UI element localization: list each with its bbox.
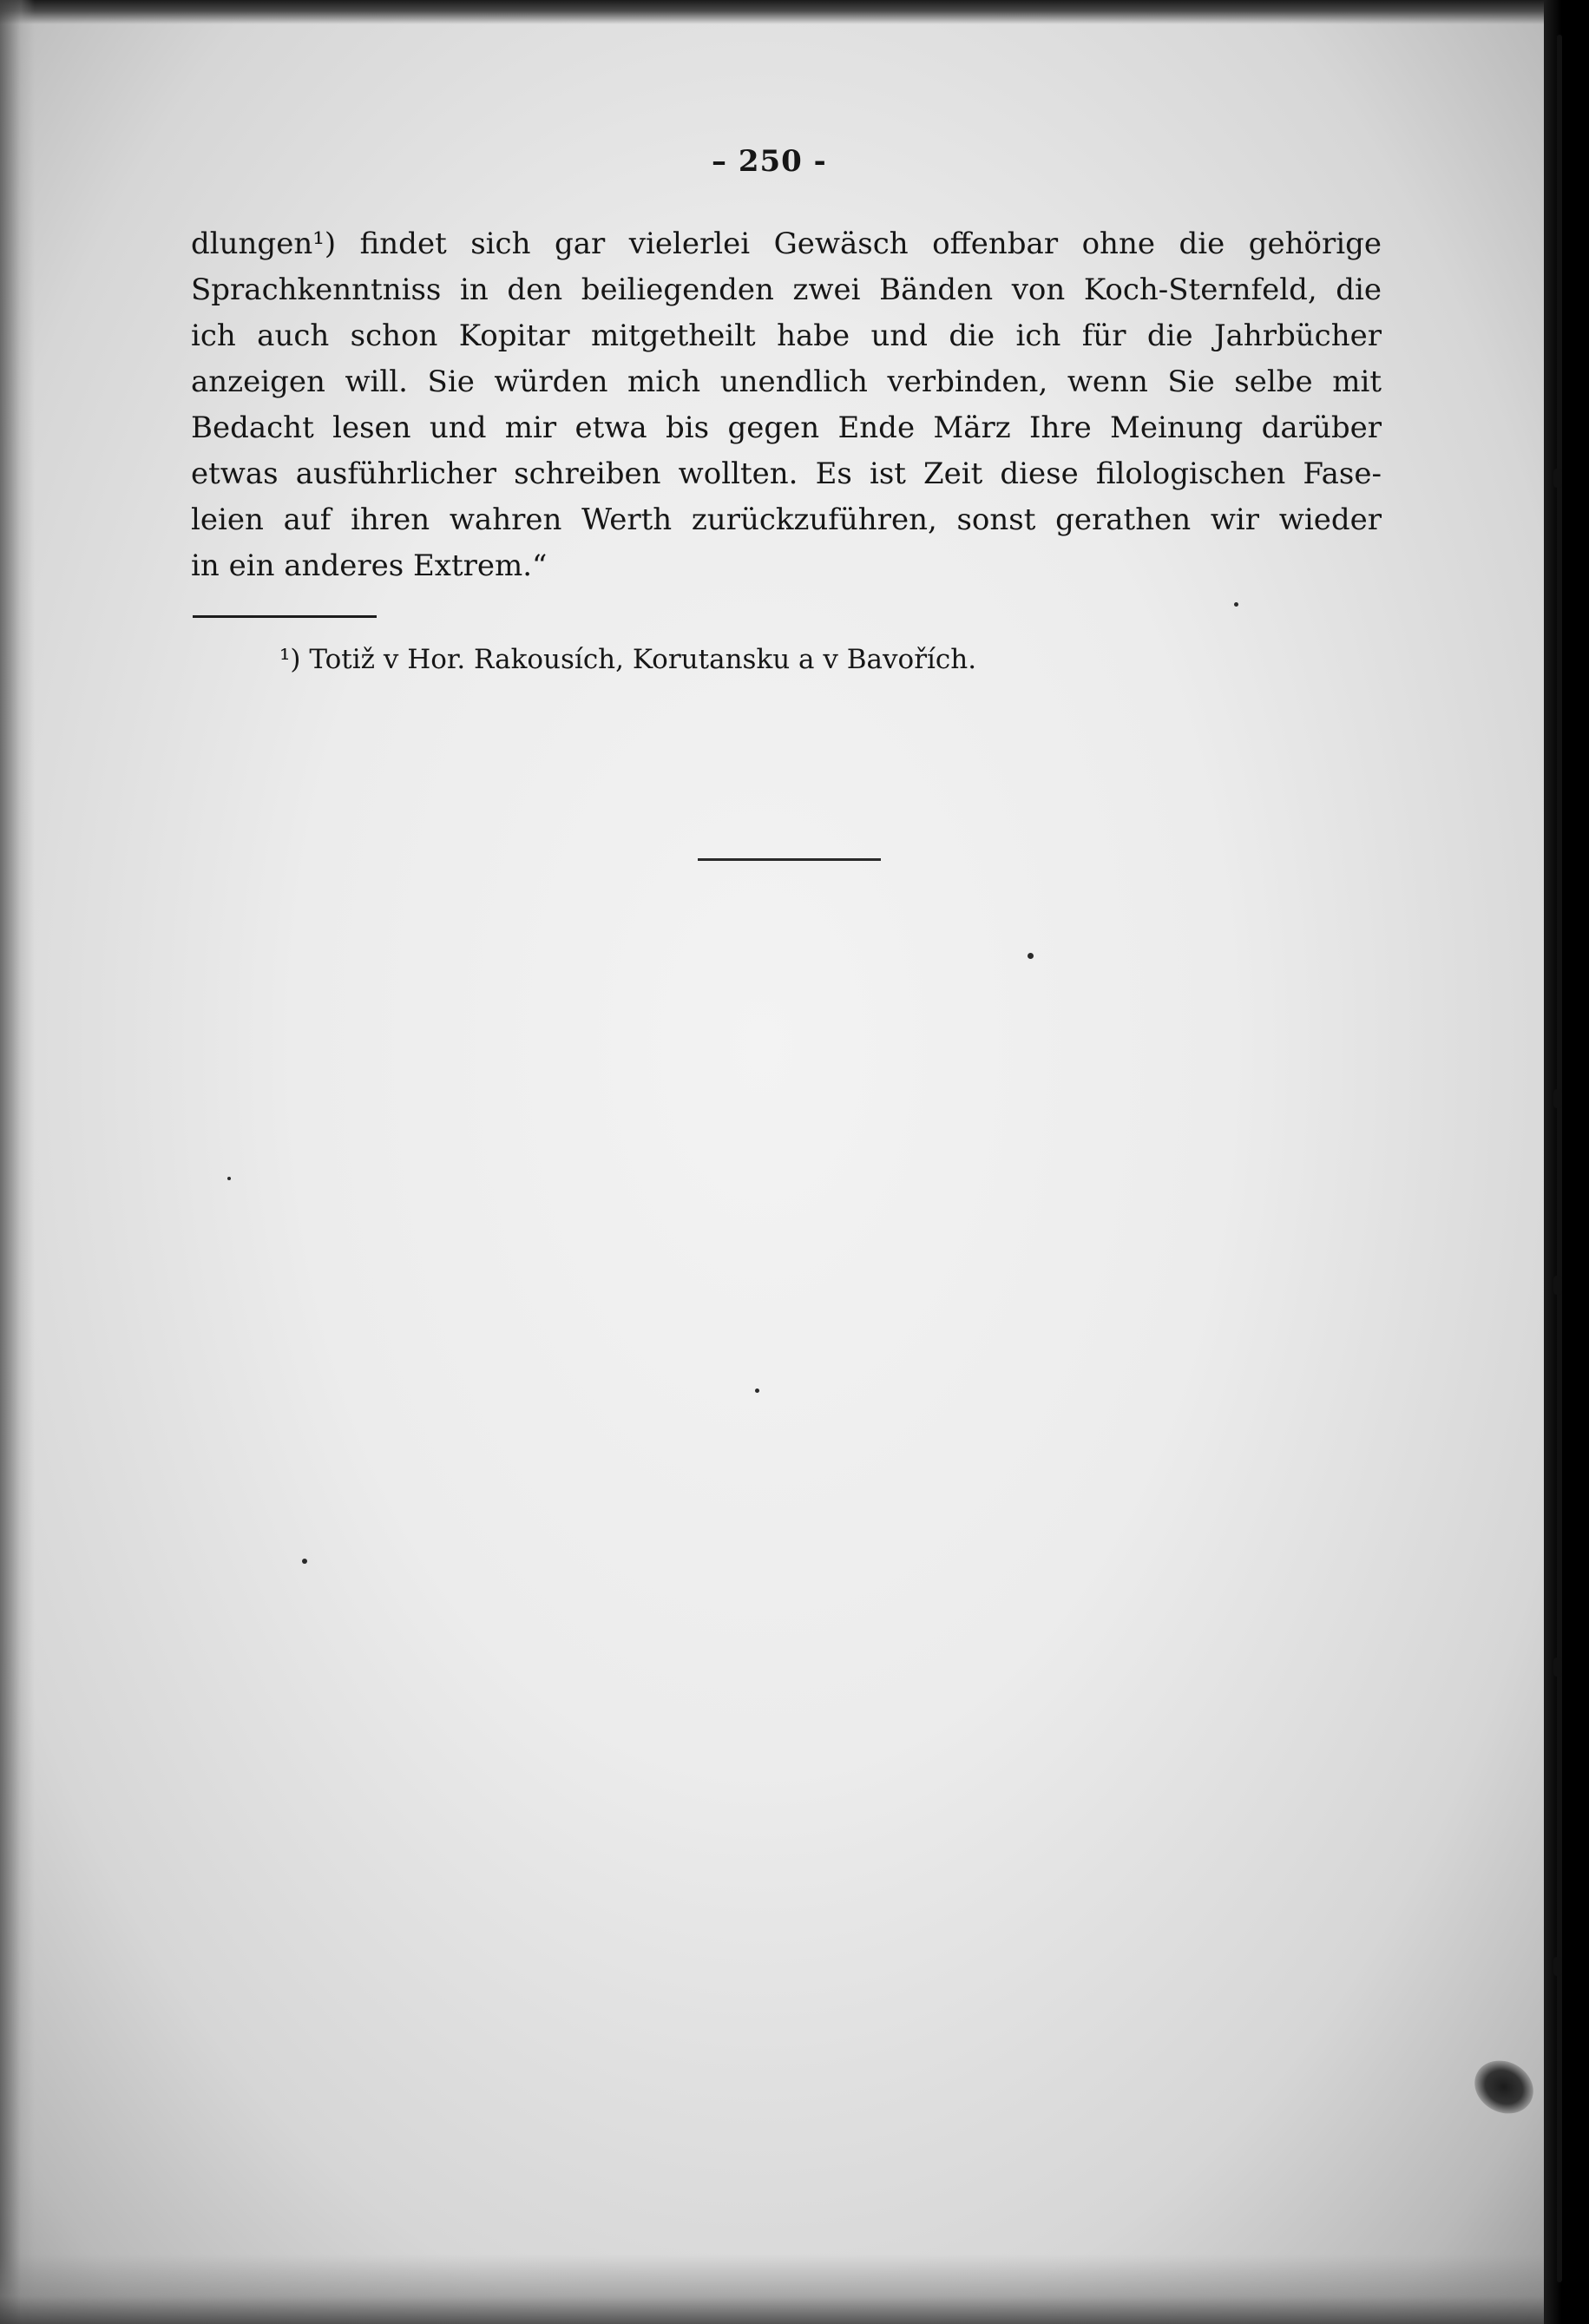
scan-speck xyxy=(755,1388,759,1393)
body-line: anzeigen will. Sie würden mich unendlich verbinden, wenn Sie selbe mit xyxy=(191,364,1382,399)
scan-shadow-top xyxy=(0,0,1589,24)
body-line: ich auch schon Kopitar mitgetheilt habe und die ich für die Jahrbücher xyxy=(191,318,1382,353)
binding-edge-line xyxy=(1557,35,1562,2282)
scan-border-right xyxy=(1544,0,1589,2324)
body-line: leien auf ihren wahren Werth zurückzuführen, sonst gerathen wir wieder xyxy=(191,502,1382,537)
body-line: Bedacht lesen und mir etwa bis gegen Ende März Ihre Meinung darüber xyxy=(191,410,1382,445)
ink-smudge xyxy=(1465,2051,1542,2124)
binding-notch xyxy=(1553,469,1562,488)
body-line: etwas ausführlicher schreiben wollten. Es ist Zeit diese filologischen Fase- xyxy=(191,456,1382,491)
body-line: Sprachkenntniss in den beiliegenden zwei Bänden von Koch-Sternfeld, die xyxy=(191,272,1382,307)
scan-speck xyxy=(227,1177,231,1180)
binding-notch xyxy=(1553,1957,1562,1976)
binding-notch xyxy=(1553,1089,1562,1108)
footnote: ¹) Totiž v Hor. Rakousích, Korutansku a v Bavořích. xyxy=(279,644,977,675)
scan-speck xyxy=(1028,953,1034,959)
binding-notch xyxy=(1553,1658,1562,1677)
end-of-text-rule xyxy=(698,858,881,861)
scan-shadow-left xyxy=(0,0,35,2324)
footnote-divider xyxy=(193,615,377,618)
scan-speck xyxy=(302,1559,307,1564)
page-number: – 250 - xyxy=(712,144,827,179)
body-line: in ein anderes Extrem.“ xyxy=(191,548,548,583)
binding-notch xyxy=(1553,1276,1562,1295)
letter-body xyxy=(191,221,1382,589)
scan-shadow-bottom xyxy=(0,2255,1589,2324)
scan-speck xyxy=(1234,602,1238,607)
body-line: dlungen¹) findet sich gar vielerlei Gewäsch offenbar ohne die gehörige xyxy=(191,226,1382,261)
